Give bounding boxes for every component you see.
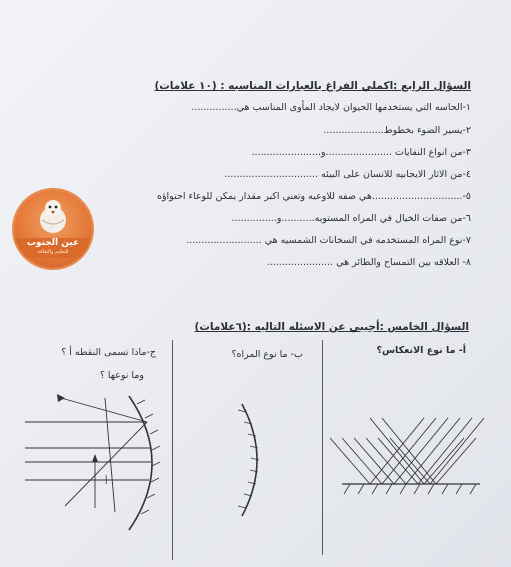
q4-item-4: ٤-من الاثار الايجابيه للانسان على البيئه ............................... [224, 169, 471, 180]
q5-part-a: أ- ما نوع الانعكاس؟ [376, 345, 466, 356]
falcon-icon [36, 198, 70, 234]
logo-subtitle: للتعليم والثقافة [37, 249, 69, 255]
q4-item-6: ٦-من صفات الخيال في المراه المستويه...........و............... [231, 213, 471, 224]
arrow-up-icon [92, 454, 98, 462]
column-divider-left [172, 340, 173, 560]
ray-diagram [25, 388, 165, 538]
q4-item-2: ٢-يسير الضوء بخطوط.................... [323, 125, 471, 136]
question-5-title: السؤال الخامس :أجيبي عن الاسئله التاليه :(٦علامات) [194, 321, 469, 333]
q5-part-b: ب- ما نوع المراه؟ [231, 349, 303, 360]
watermark-logo [14, 190, 92, 268]
column-divider-right [322, 340, 323, 555]
question-4-title: السؤال الرابع :اكملي الفراغ بالعبارات المناسبه : (١٠ علامات) [154, 80, 471, 92]
q4-item-5: ٥-..............................هي صفه للاوعيه وتعني اكبر مقدار يمكن للوعاء احتواؤه [156, 191, 471, 202]
logo-title: عين الجنوب [26, 238, 80, 248]
q4-item-3: ٣-من انواع النفايات ......................و....................... [251, 147, 471, 158]
regular-reflection-diagram [340, 418, 490, 498]
arrow-icon [57, 394, 65, 402]
q4-item-7: ٧-نوع المراه المستخدمه في السخانات الشمسيه هي ......................... [186, 235, 471, 246]
logo-banner [14, 238, 92, 258]
point-a-label: أ [105, 477, 108, 487]
q4-item-8: ٨- العلاقه بين التمساح والطائر هي ...................... [266, 257, 471, 268]
mirror-diagram [228, 400, 278, 520]
q5-part-c-followup: وما نوعها ؟ [99, 370, 144, 381]
q5-part-c-question: ج-ماذا تسمى النقطه أ ؟ [61, 347, 156, 358]
q4-item-1: ١-الحاسه التي يستخدمها الحيوان لايجاد المأوى المناسب هي............... [191, 102, 471, 113]
